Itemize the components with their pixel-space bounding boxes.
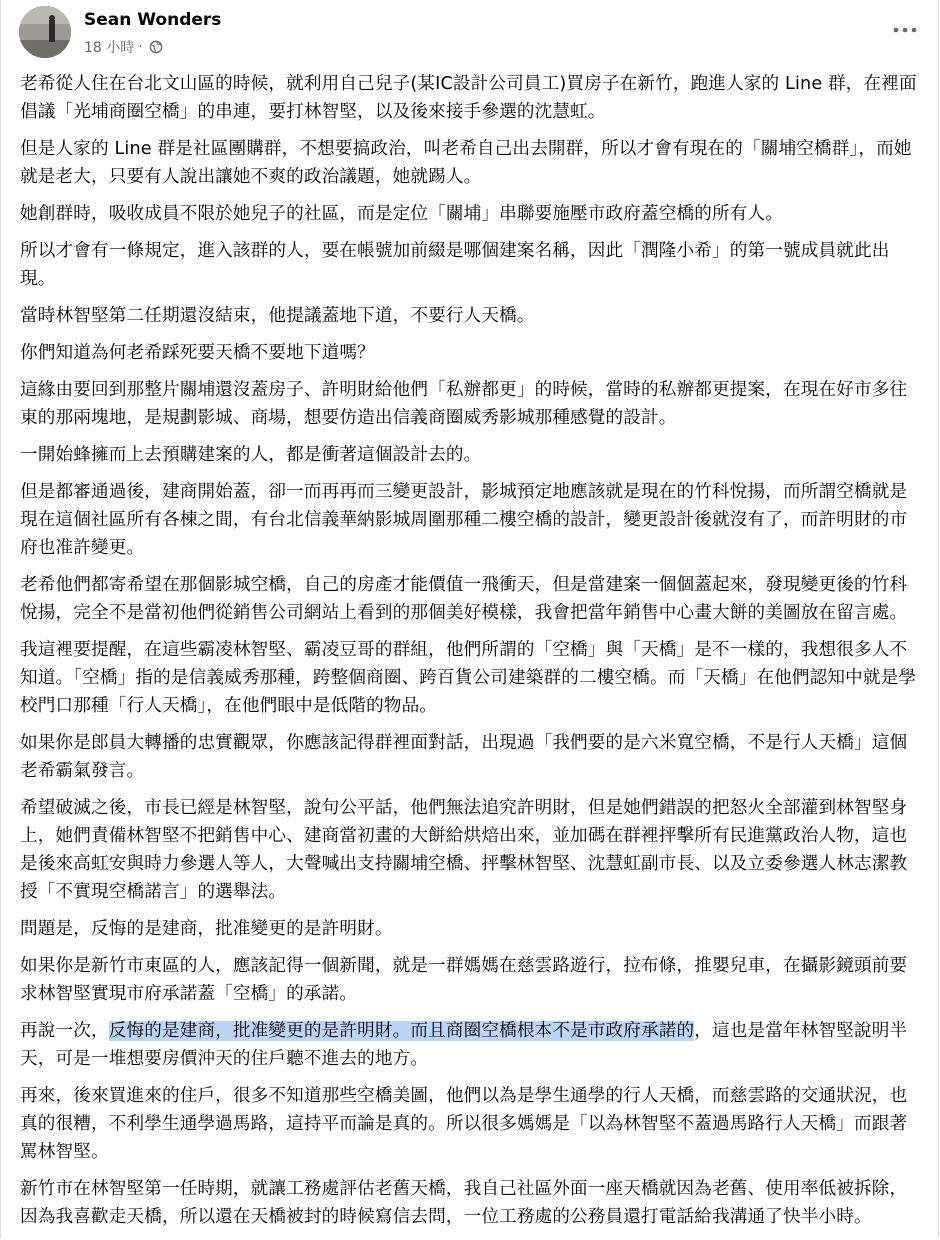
selected-text-highlight[interactable]: 反悔的是建商，批准變更的是許明財。而且商圈空橋根本不是市政府承諾的 [108, 1021, 695, 1041]
post-paragraph-10: 老希他們都寄希望在那個影城空橋，自己的房產才能價值一飛衝天，但是當建案一個個蓋起來，發現變更後的竹科悅揚，完全不是當初他們從銷售公司網站上看到的那個美好模樣，我會把當年銷售中心畫大餅的美圖放在留言處。 [20, 575, 908, 623]
post-time[interactable]: 18 小時 [84, 40, 135, 56]
post-meta [84, 37, 163, 57]
post-body [20, 70, 920, 1240]
post-paragraph-4: 所以才會有一條規定，進入該群的人，要在帳號加前綴是哪個建案名稱，因此「潤隆小希」的第一號成員就此出現。 [20, 241, 890, 289]
post-paragraph-13: 希望破滅之後，市長已經是林智堅，說句公平話，他們無法追究許明財，但是她們錯誤的把怒火全部灌到林智堅身上，她們責備林智堅不把銷售中心、建商當初畫的大餅給烘焙出來，並加碼在群裡抨擊所有民進黨政治人物，這也是後來高虹安與時力參選人等人，大聲喊出支持關埔空橋、抨擊林智堅、沈慧虹副市長、以及立委參選人林志潔教授「不實現空橋諾言」的選舉法。 [20, 798, 908, 902]
post-paragraph-7: 這緣由要回到那整片關埔還沒蓋房子、許明財給他們「私辦都更」的時候，當時的私辦都更提案，在現在好市多往東的那兩塊地，是規劃影城、商場，想要仿造出信義商圈威秀影城那種感覺的設計。 [20, 380, 908, 428]
highlight-after-text: ，這也是當年林智堅說明半天，可是一堆想要房價沖天的住戶聽不進去的地方。 [20, 1021, 908, 1069]
post-paragraph-17: 再來，後來買進來的住戶，很多不知道那些空橋美圖，他們以為是學生通學的行人天橋，而慈雲路的交通狀況，也真的很糟，不利學生通學過馬路，這持平而論是真的。所以很多媽媽是「以為林智堅不蓋過馬路行人天橋」而跟著罵林智堅。 [20, 1086, 908, 1162]
post-paragraph-9: 但是都審通過後，建商開始蓋，卻一而再再而三變更設計，影城預定地應該就是現在的竹科悅揚，而所謂空橋就是現在這個社區所有各棟之間，有台北信義華納影城周圍那種二樓空橋的設計，變更設計後就沒有了，而許明財的市府也准許變更。 [20, 482, 908, 558]
post-paragraph-12: 如果你是郎員大轉播的忠實觀眾，你應該記得群裡面對話，出現過「我們要的是六米寬空橋，不是行人天橋」這個老希霸氣發言。 [20, 733, 908, 781]
post-paragraph-5: 當時林智堅第二任期還沒結束，他提議蓋地下道，不要行人天橋。 [20, 306, 535, 326]
post-paragraph-18: 新竹市在林智堅第一任時期，就讓工務處評估老舊天橋，我自己社區外面一座天橋就因為老舊、使用率低被拆除，因為我喜歡走天橋，所以還在天橋被封的時候寫信去問，一位工務處的公務員還打電話給我溝通了快半小時。 [20, 1179, 908, 1227]
highlight-before-text: 再說一次， [20, 1021, 109, 1041]
post-paragraph-14: 問題是，反悔的是建商，批准變更的是許明財。 [20, 919, 393, 939]
post-paragraph-11: 我這裡要提醒，在這些霸凌林智堅、霸凌豆哥的群組，他們所謂的「空橋」與「天橋」是不一樣的，我想很多人不知道。「空橋」指的是信義威秀那種，跨整個商圈、跨百貨公司建築群的二樓空橋。而「天橋」在他們認知中就是學校門口那種「行人天橋」，在他們眼中是低階的物品。 [20, 640, 917, 716]
meta-separator: · [138, 39, 143, 55]
post-paragraph-8: 一開始蜂擁而上去預購建案的人，都是衝著這個設計去的。 [20, 445, 482, 465]
avatar[interactable] [19, 6, 71, 58]
post-header [19, 6, 923, 62]
globe-icon[interactable] [149, 40, 163, 54]
post-paragraph-2: 但是人家的 Line 群是社區團購群，不想要搞政治，叫老希自己出去開群，所以才會有現在的「關埔空橋群」，而她就是老大，只要有人說出讓她不爽的政治議題，她就踢人。 [20, 139, 912, 187]
avatar-image [19, 6, 71, 58]
more-options-icon[interactable] [887, 16, 923, 44]
post-paragraph-15: 如果你是新竹市東區的人，應該記得一個新聞，就是一群媽媽在慈雲路遊行，拉布條，推嬰兒車，在攝影鏡頭前要求林智堅實現市府承諾蓋「空橋」的承諾。 [20, 956, 908, 1004]
post-paragraph-6: 你們知道為何老希踩死要天橋不要地下道嗎？ [20, 343, 375, 363]
post-paragraph-highlight [20, 1017, 920, 1073]
author-name[interactable]: Sean Wonders [84, 10, 222, 30]
post-paragraph-3: 她創群時，吸收成員不限於她兒子的社區，而是定位「關埔」串聯要施壓市政府蓋空橋的所有人。 [20, 204, 783, 224]
post-paragraph-1: 老希從人住在台北文山區的時候，就利用自己兒子(某IC設計公司員工)買房子在新竹，跑進人家的 Line 群，在裡面倡議「光埔商圈空橋」的串連，要打林智堅，以及後來接手參選的沈慧虹。 [20, 74, 917, 122]
